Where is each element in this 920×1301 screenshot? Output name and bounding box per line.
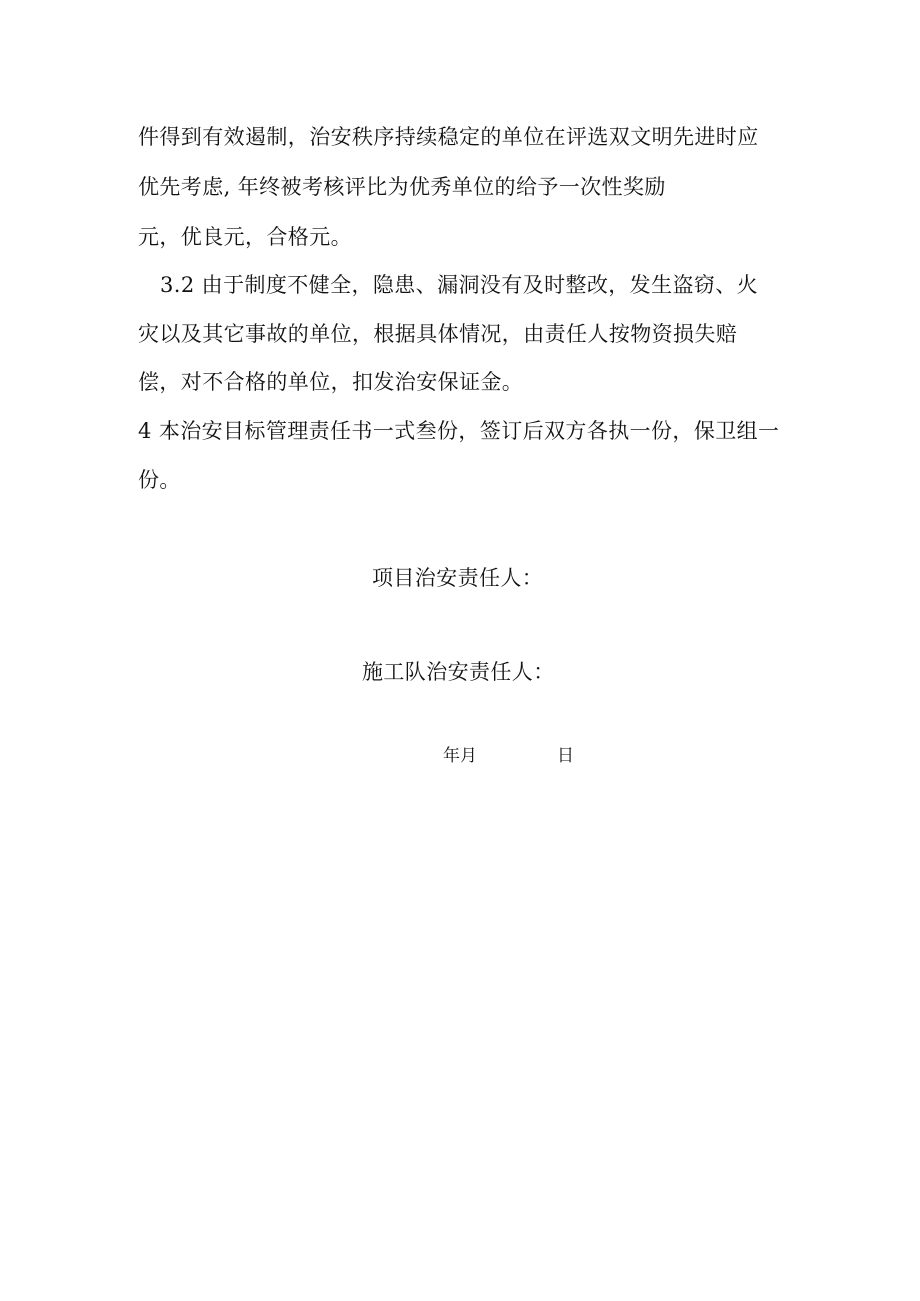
date-year-month-label: 年月 [443, 746, 477, 766]
paragraph-line: 偿，对不合格的单位，扣发治安保证金。 [138, 370, 524, 394]
paragraph-line: 灾以及其它事故的单位，根据具体情况，由责任人按物资损失赔 [138, 322, 738, 346]
paragraph-line: 件得到有效遏制，治安秩序持续稳定的单位在评选双文明先进时应 [138, 125, 759, 149]
paragraph-line: 份。 [138, 468, 181, 492]
section-3-2-line: 3.2 由于制度不健全，隐患、漏洞没有及时整改，发生盗窃、火 [160, 273, 759, 297]
section-4-line: 4 本治安目标管理责任书一式叁份，签订后双方各执一份，保卫组一 [138, 419, 780, 443]
paragraph-line: 元，优良元，合格元。 [138, 225, 352, 249]
team-responsible-signature-label: 施工队治安责任人： [362, 660, 555, 684]
paragraph-line: 优先考虑, 年终被考核评比为优秀单位的给予一次性奖励 [138, 175, 666, 199]
project-responsible-signature-label: 项目治安责任人： [372, 566, 544, 590]
date-day-label: 日 [557, 746, 574, 766]
